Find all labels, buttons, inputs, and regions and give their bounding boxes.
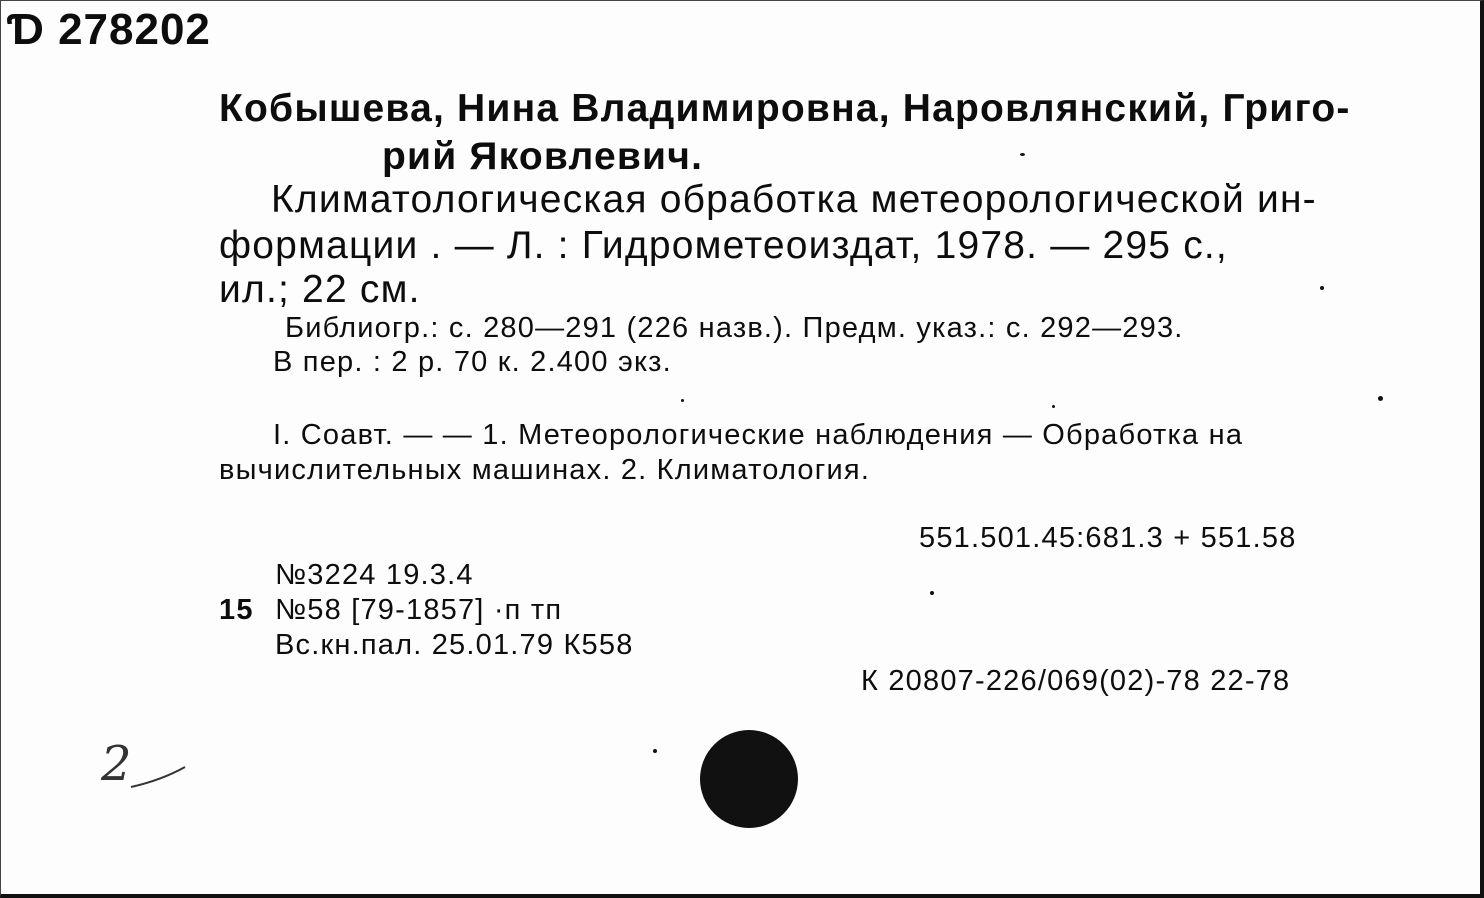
ink-speck — [681, 399, 684, 402]
order-line-2: №58 [79-1857] ·п тп — [275, 594, 563, 626]
bibliography-line: Библиогр.: с. 280—291 (226 назв.). Предм. указ.: с. 292—293. — [285, 312, 1184, 344]
author-line-2: рий Яковлевич. — [382, 135, 704, 178]
title-line-3: ил.; 22 см. — [219, 268, 421, 311]
handwritten-stroke — [129, 761, 189, 793]
order-number: 15 — [219, 594, 254, 626]
ink-speck — [1378, 396, 1383, 401]
author-line-1: Кобышева, Нина Владимировна, Наровлянский, Григо- — [219, 87, 1351, 130]
filing-hole — [700, 730, 798, 828]
subjects-line-2: вычислительных машинах. 2. Климатология. — [219, 454, 871, 486]
ink-speck — [1320, 286, 1324, 290]
ink-speck — [930, 591, 934, 595]
bbk-code: К 20807-226/069(02)-78 22-78 — [861, 665, 1291, 697]
ink-speck — [1020, 153, 1025, 156]
title-line-1: Климатологическая обработка метеорологической ин- — [271, 178, 1317, 221]
ink-speck — [1052, 405, 1055, 408]
handwritten-mark: 2 — [101, 736, 132, 792]
order-line-3: Вс.кн.пал. 25.01.79 К558 — [275, 629, 634, 661]
inventory-number: Ɗ 278202 — [7, 5, 211, 54]
price-line: В пер. : 2 р. 70 к. 2.400 экз. — [273, 346, 672, 378]
udc-code: 551.501.45:681.3 + 551.58 — [919, 522, 1297, 554]
ink-speck — [653, 749, 657, 753]
order-line-1: №3224 19.3.4 — [275, 559, 474, 591]
subjects-line-1: I. Соавт. — — 1. Метеорологические наблюдения — Обработка на — [273, 419, 1244, 451]
title-line-2: формации . — Л. : Гидрометеоиздат, 1978. — 295 с., — [219, 224, 1228, 267]
